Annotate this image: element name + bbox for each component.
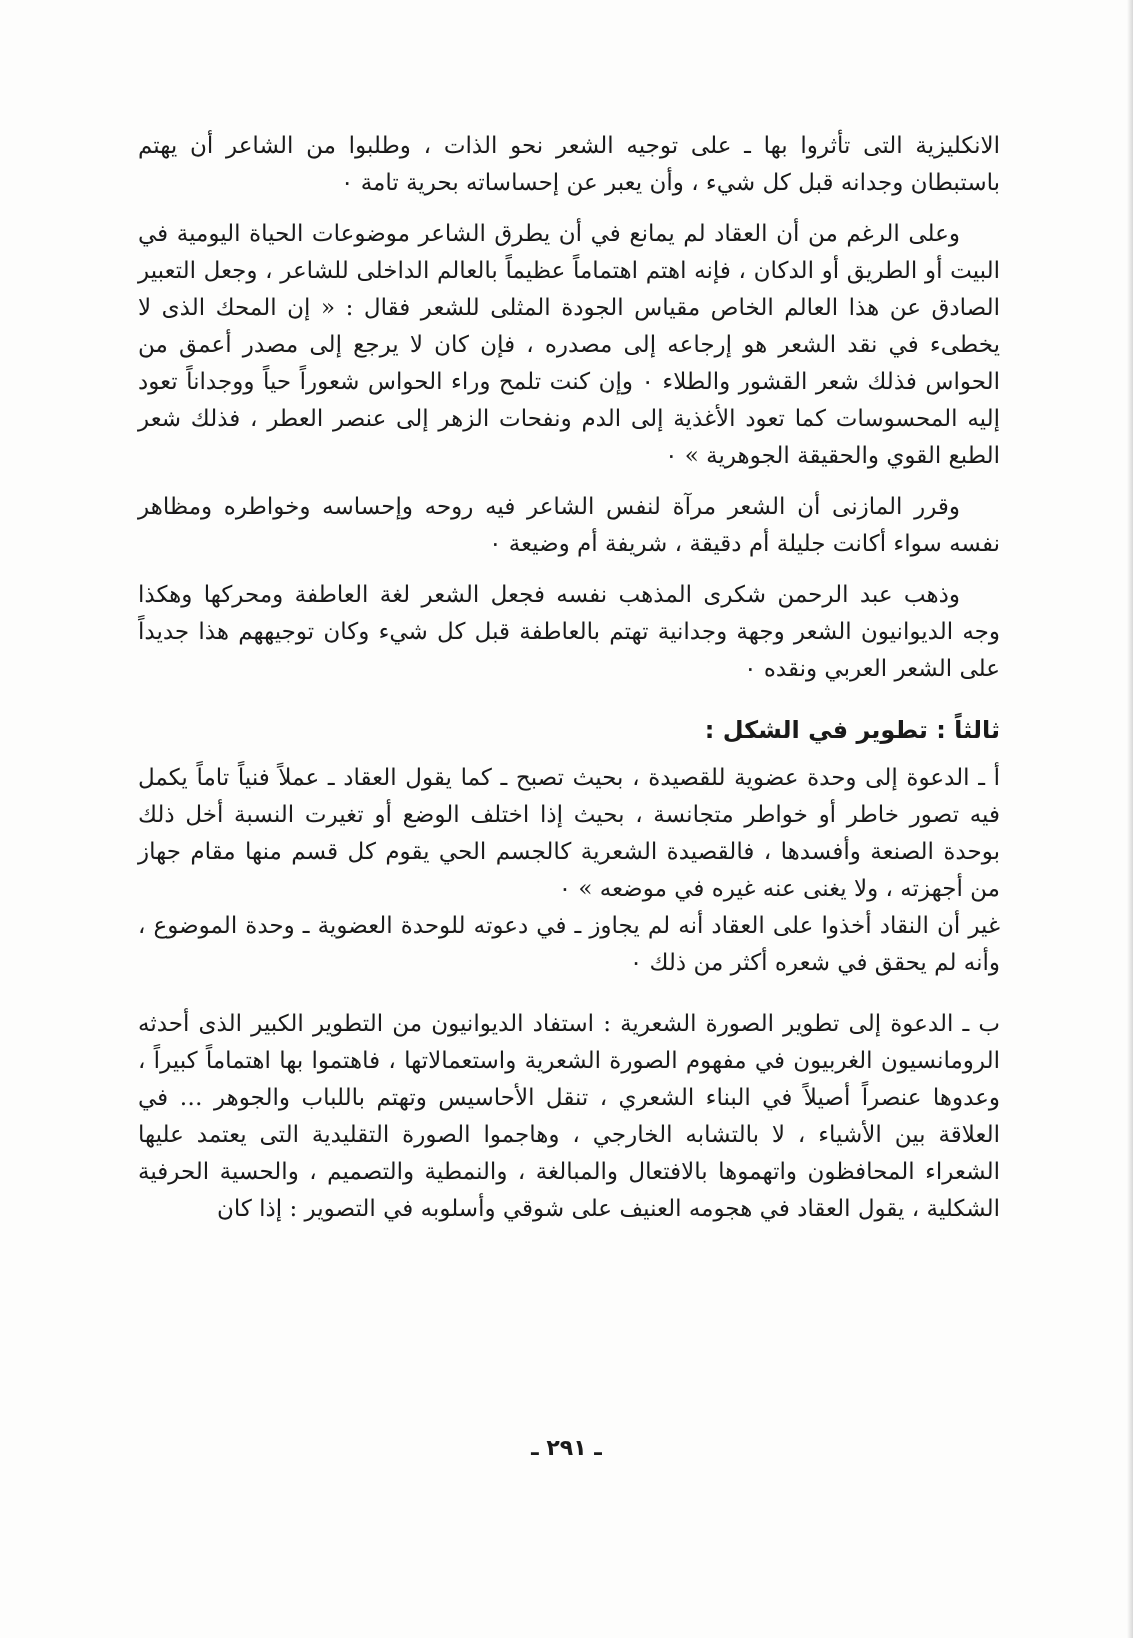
page-body bbox=[138, 128, 1000, 1228]
paragraph-aqqad-inner-world: وعلى الرغم من أن العقاد لم يمانع في أن يطرق الشاعر موضوعات الحياة اليومية في البيت أو الطريق أو الدكان ، فإنه اهتم اهتماماً عظيماً بالعالم الداخلى للشاعر ، وجعل التعبير الصادق عن هذا العالم الخاص مقياس الجودة المثلى للشعر فقال : « إن المحك الذى لا يخطىء في نقد الشعر هو إرجاعه إلى مصدره ، فإن كان لا يرجع إلى مصدر أعمق من الحواس فذلك شعر القشور والطلاء ٠ وإن كنت تلمح وراء الحواس شعوراً حياً ووجداناً تعود إليه المحسوسات كما تعود الأغذية إلى الدم ونفحات الزهر إلى عنصر العطر ، فذلك شعر الطبع القوي والحقيقة الجوهرية » ٠ bbox=[138, 221, 1000, 469]
item-b-poetic-image: ب ـ الدعوة إلى تطوير الصورة الشعرية : استفاد الديوانيون من التطوير الكبير الذى أحدثه الرومانسيون الغربيون في مفهوم الصورة الشعرية واستعمالاتها ، فاهتموا بها اهتماماً كبيراً ، وعدوها عنصراً أصيلاً في البناء الشعري ، تنقل الأحاسيس وتهتم باللباب والجوهر … في العلاقة بين الأشياء ، لا بالتشابه الخارجي ، وهاجموا الصورة التقليدية التى يعتمد عليها الشعراء المحافظون واتهموها بالافتعال والمبالغة ، والنمطية والتصميم ، والحسية الحرفية الشكلية ، يقول العقاد في هجومه العنيف على شوقي وأسلوبه في التصوير : إذا كان bbox=[138, 1011, 1000, 1222]
page-number: ـ ٢٩١ ـ bbox=[531, 1436, 602, 1461]
item-a-organic-unity: أ ـ الدعوة إلى وحدة عضوية للقصيدة ، بحيث تصبح ـ كما يقول العقاد ـ عملاً فنياً تاماً يكمل فيه تصور خاطر أو خواطر متجانسة ، بحيث إذا اختلف الوضع أو تغيرت النسبة أخل ذلك بوحدة الصنعة وأفسدها ، فالقصيدة الشعرية كالجسم الحي يقوم كل قسم منها مقام جهاز من أجهزته ، ولا يغنى عنه غيره في موضعه » ٠ bbox=[138, 765, 1000, 902]
item-a-critics-note: غير أن النقاد أخذوا على العقاد أنه لم يجاوز ـ في دعوته للوحدة العضوية ـ وحدة الموضوع ، وأنه لم يحقق في شعره أكثر من ذلك ٠ bbox=[138, 913, 1000, 976]
paragraph-shukri-emotion: وذهب عبد الرحمن شكرى المذهب نفسه فجعل الشعر لغة العاطفة ومحركها وهكذا وجه الديوانيون الشعر وجهة وجدانية تهتم بالعاطفة قبل كل شيء وكان توجيههم هذا جديداً على الشعر العربي ونقده ٠ bbox=[138, 582, 1000, 682]
paragraph-mazini-mirror: وقرر المازنى أن الشعر مرآة لنفس الشاعر فيه روحه وإحساسه وخواطره ومظاهر نفسه سواء أكانت جليلة أم دقيقة ، شريفة أم وضيعة ٠ bbox=[138, 494, 1000, 557]
page-edge-shadow bbox=[1127, 0, 1133, 1638]
paragraph-english-influence: الانكليزية التى تأثروا بها ـ على توجيه الشعر نحو الذات ، وطلبوا من الشاعر أن يهتم باستبطان وجدانه قبل كل شيء ، وأن يعبر عن إحساساته بحرية تامة ٠ bbox=[138, 133, 1000, 196]
section-heading-form-development: ثالثاً : تطوير في الشكل : bbox=[704, 716, 1000, 744]
